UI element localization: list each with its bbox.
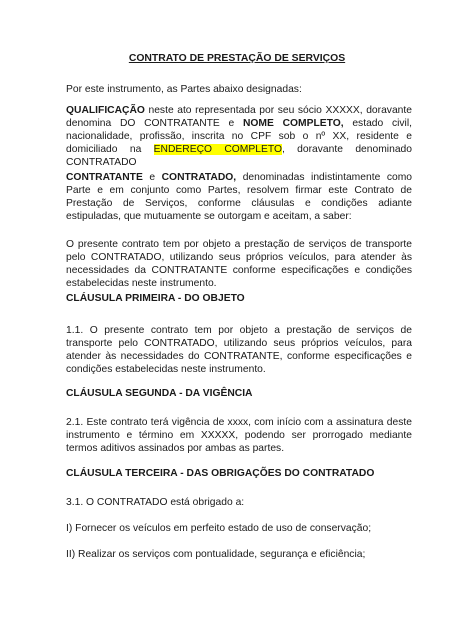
parties-paragraph [66, 171, 412, 223]
document-title: CONTRATO DE PRESTAÇÃO DE SERVIÇOS [128, 53, 346, 64]
clause-1-heading: CLÁUSULA PRIMEIRA - DO OBJETO [66, 293, 245, 304]
contratante-label: CONTRATANTE [66, 172, 143, 183]
address-highlight: ENDEREÇO COMPLETO [153, 144, 282, 155]
clause-2-text: 2.1. Este contrato terá vigência de xxxx, com início com a assinatura deste instrumento e término em XXXXX, podendo ser prorrogado mediante termos aditivos assinados por ambas as partes. [66, 417, 412, 454]
clause-1-text: 1.1. O presente contrato tem por objeto a prestação de serviços de transporte pelo CONTRATADO, utilizando seus próprios veículos, para atender às necessidades do CONTRATANTE, conforme especificações e condições estabelecidas neste instrumento. [66, 325, 412, 375]
clause-2-heading: CLÁUSULA SEGUNDA - DA VIGÊNCIA [66, 388, 253, 399]
qualification-text-2: estado civil, nacionalidade, profissão, inscrita no CPF sob o nº XX, residente e domiciliado na [66, 118, 412, 155]
contratado-label: CONTRATADO, [161, 172, 237, 183]
qualification-text-1: neste ato representada por seu sócio XXXXX, doravante denomina DO CONTRATANTE e [66, 105, 412, 129]
intro-paragraph: Por este instrumento, as Partes abaixo designadas: [66, 84, 302, 95]
parties-text-2: denominadas indistintamente como Parte e em conjunto como Partes, resolvem firmar este Contrato de Prestação de Serviços, conforme cláusulas e condições adiante estipuladas, que mutuamente se outorgam e aceitam, a saber: [66, 172, 412, 222]
clause-3-text: 3.1. O CONTRATADO está obrigado a: [66, 497, 245, 508]
clause-3-item-2: II) Realizar os serviços com pontualidade, segurança e eficiência; [66, 549, 366, 560]
clause-3-item-1: I) Fornecer os veículos em perfeito estado de uso de conservação; [66, 523, 372, 534]
qualification-paragraph [66, 104, 412, 169]
object-paragraph: O presente contrato tem por objeto a prestação de serviços de transporte pelo CONTRATADO, utilizando seus próprios veículos, para atender às necessidades da CONTRATANTE conforme especificações e condições estabelecidas neste instrumento. [66, 239, 412, 289]
parties-text-1: e [142, 172, 162, 183]
full-name-label: NOME COMPLETO, [242, 118, 344, 129]
clause-3-heading: CLÁUSULA TERCEIRA - DAS OBRIGAÇÕES DO CONTRATADO [66, 468, 375, 479]
qualification-text-3: , doravante denominado CONTRATADO [66, 144, 412, 168]
qualification-label: QUALIFICAÇÃO [66, 105, 145, 116]
